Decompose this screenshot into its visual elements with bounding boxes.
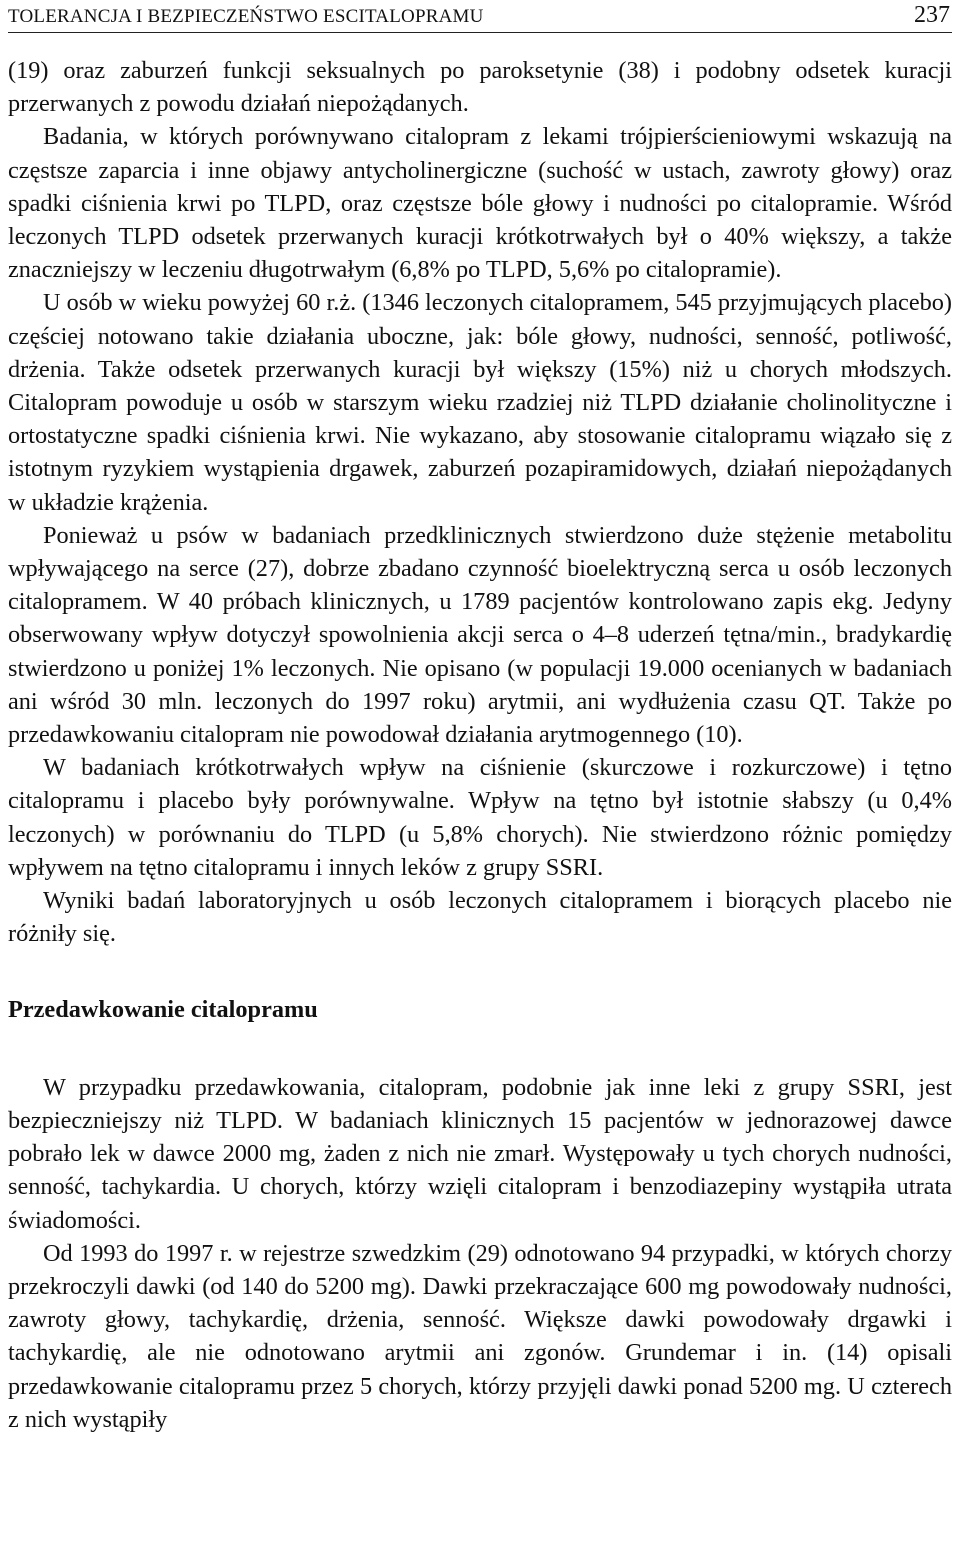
body-text (8, 54, 952, 1436)
paragraph: Ponieważ u psów w badaniach przedklinicznych stwierdzono duże stężenie metabolitu wpływającego na serce (27), dobrze zbadano czynność bioelektryczną serca u osób leczonych citalopramem. W 40 próbach klinicznych, u 1789 pacjentów kontrolowano zapis ekg. Jedyny obserwowany wpływ dotyczył spowolnienia akcji serca o 4–8 uderzeń tętna/min., bradykardię stwierdzono u poniżej 1% leczonych. Nie opisano (w populacji 19.000 ocenianych w badaniach ani wśród 30 mln. leczonych do 1997 roku) arytmii, ani wydłużenia czasu QT. Także po przedawkowaniu citalopram nie powodował działania arytmogennego (10). (8, 521, 952, 749)
paragraph: W przypadku przedawkowania, citalopram, podobnie jak inne leki z grupy SSRI, jest bezpieczniejszy niż TLPD. W badaniach klinicznych 15 pacjentów w jednorazowej dawce pobrało lek w dawce 2000 mg, żaden z nich nie zmarł. Występowały u tych chorych nudności, senność, tachykardia. U chorych, którzy wzięli citalopram i benzodiazepiny wystąpiła utrata świadomości. (8, 1073, 952, 1234)
section-heading: Przedawkowanie citalopramu (8, 996, 318, 1024)
running-header (8, 0, 952, 33)
paragraph: U osób w wieku powyżej 60 r.ż. (1346 leczonych citalopramem, 545 przyjmujących placebo) częściej notowano takie działania uboczne, jak: bóle głowy, nudności, senność, potliwość, drżenia. Także odsetek przerwanych kuracji był większy (15%) niż u chorych młodszych. Citalopram powoduje u osób w starszym wieku rzadziej niż TLPD działanie cholinolityczne i ortostatyczne spadki ciśnienia krwi. Nie wykazano, aby stosowanie citalopramu wiązało się z istotnym ryzykiem wystąpienia drgawek, zaburzeń pozapiramidowych, działań niepożądanych w układzie krążenia. (8, 289, 952, 516)
paragraph: W badaniach krótkotrwałych wpływ na ciśnienie (skurczowe i rozkurczowe) i tętno citalopramu i placebo były porównywalne. Wpływ na tętno był istotnie słabszy (u 0,4% leczonych) w porównaniu do TLPD (u 5,8% chorych). Nie stwierdzono różnic pomiędzy wpływem na tętno citalopramu i innych leków z grupy SSRI. (8, 754, 952, 881)
paragraph: Badania, w których porównywano citalopram z lekami trójpierścieniowymi wskazują na częstsze zaparcia i inne objawy antycholinergiczne (suchość w ustach, zawroty głowy) oraz spadki ciśnienia krwi po TLPD, oraz częstsze bóle głowy i nudności po citalopramie. Wśród leczonych TLPD odsetek przerwanych kuracji krótkotrwałych był o 40% większy, a także znaczniejszy w leczeniu długotrwałym (6,8% po TLPD, 5,6% po citalopramie). (8, 123, 952, 284)
paragraph: (19) oraz zaburzeń funkcji seksualnych po paroksetynie (38) i podobny odsetek kuracji przerwanych z powodu działań niepożądanych. (8, 57, 952, 118)
paragraph: Od 1993 do 1997 r. w rejestrze szwedzkim (29) odnotowano 94 przypadki, w których chorzy przekroczyli dawki (od 140 do 5200 mg). Dawki przekraczające 600 mg powodowały nudności, zawroty głowy, tachykardię, drżenia, senność. Większe dawki powodowały drgawki i tachykardię, ale nie odnotowano arytmii ani zgonów. Grundemar i in. (14) opisali przedawkowanie citalopramu przez 5 chorych, którzy przyjęli dawki ponad 5200 mg. U czterech z nich wystąpiły (8, 1239, 952, 1433)
paragraph: Wyniki badań laboratoryjnych u osób leczonych citalopramem i biorących placebo nie różniły się. (8, 887, 952, 948)
page-number: 237 (914, 2, 950, 28)
running-title: TOLERANCJA I BEZPIECZEŃSTWO ESCITALOPRAMU (8, 6, 484, 27)
